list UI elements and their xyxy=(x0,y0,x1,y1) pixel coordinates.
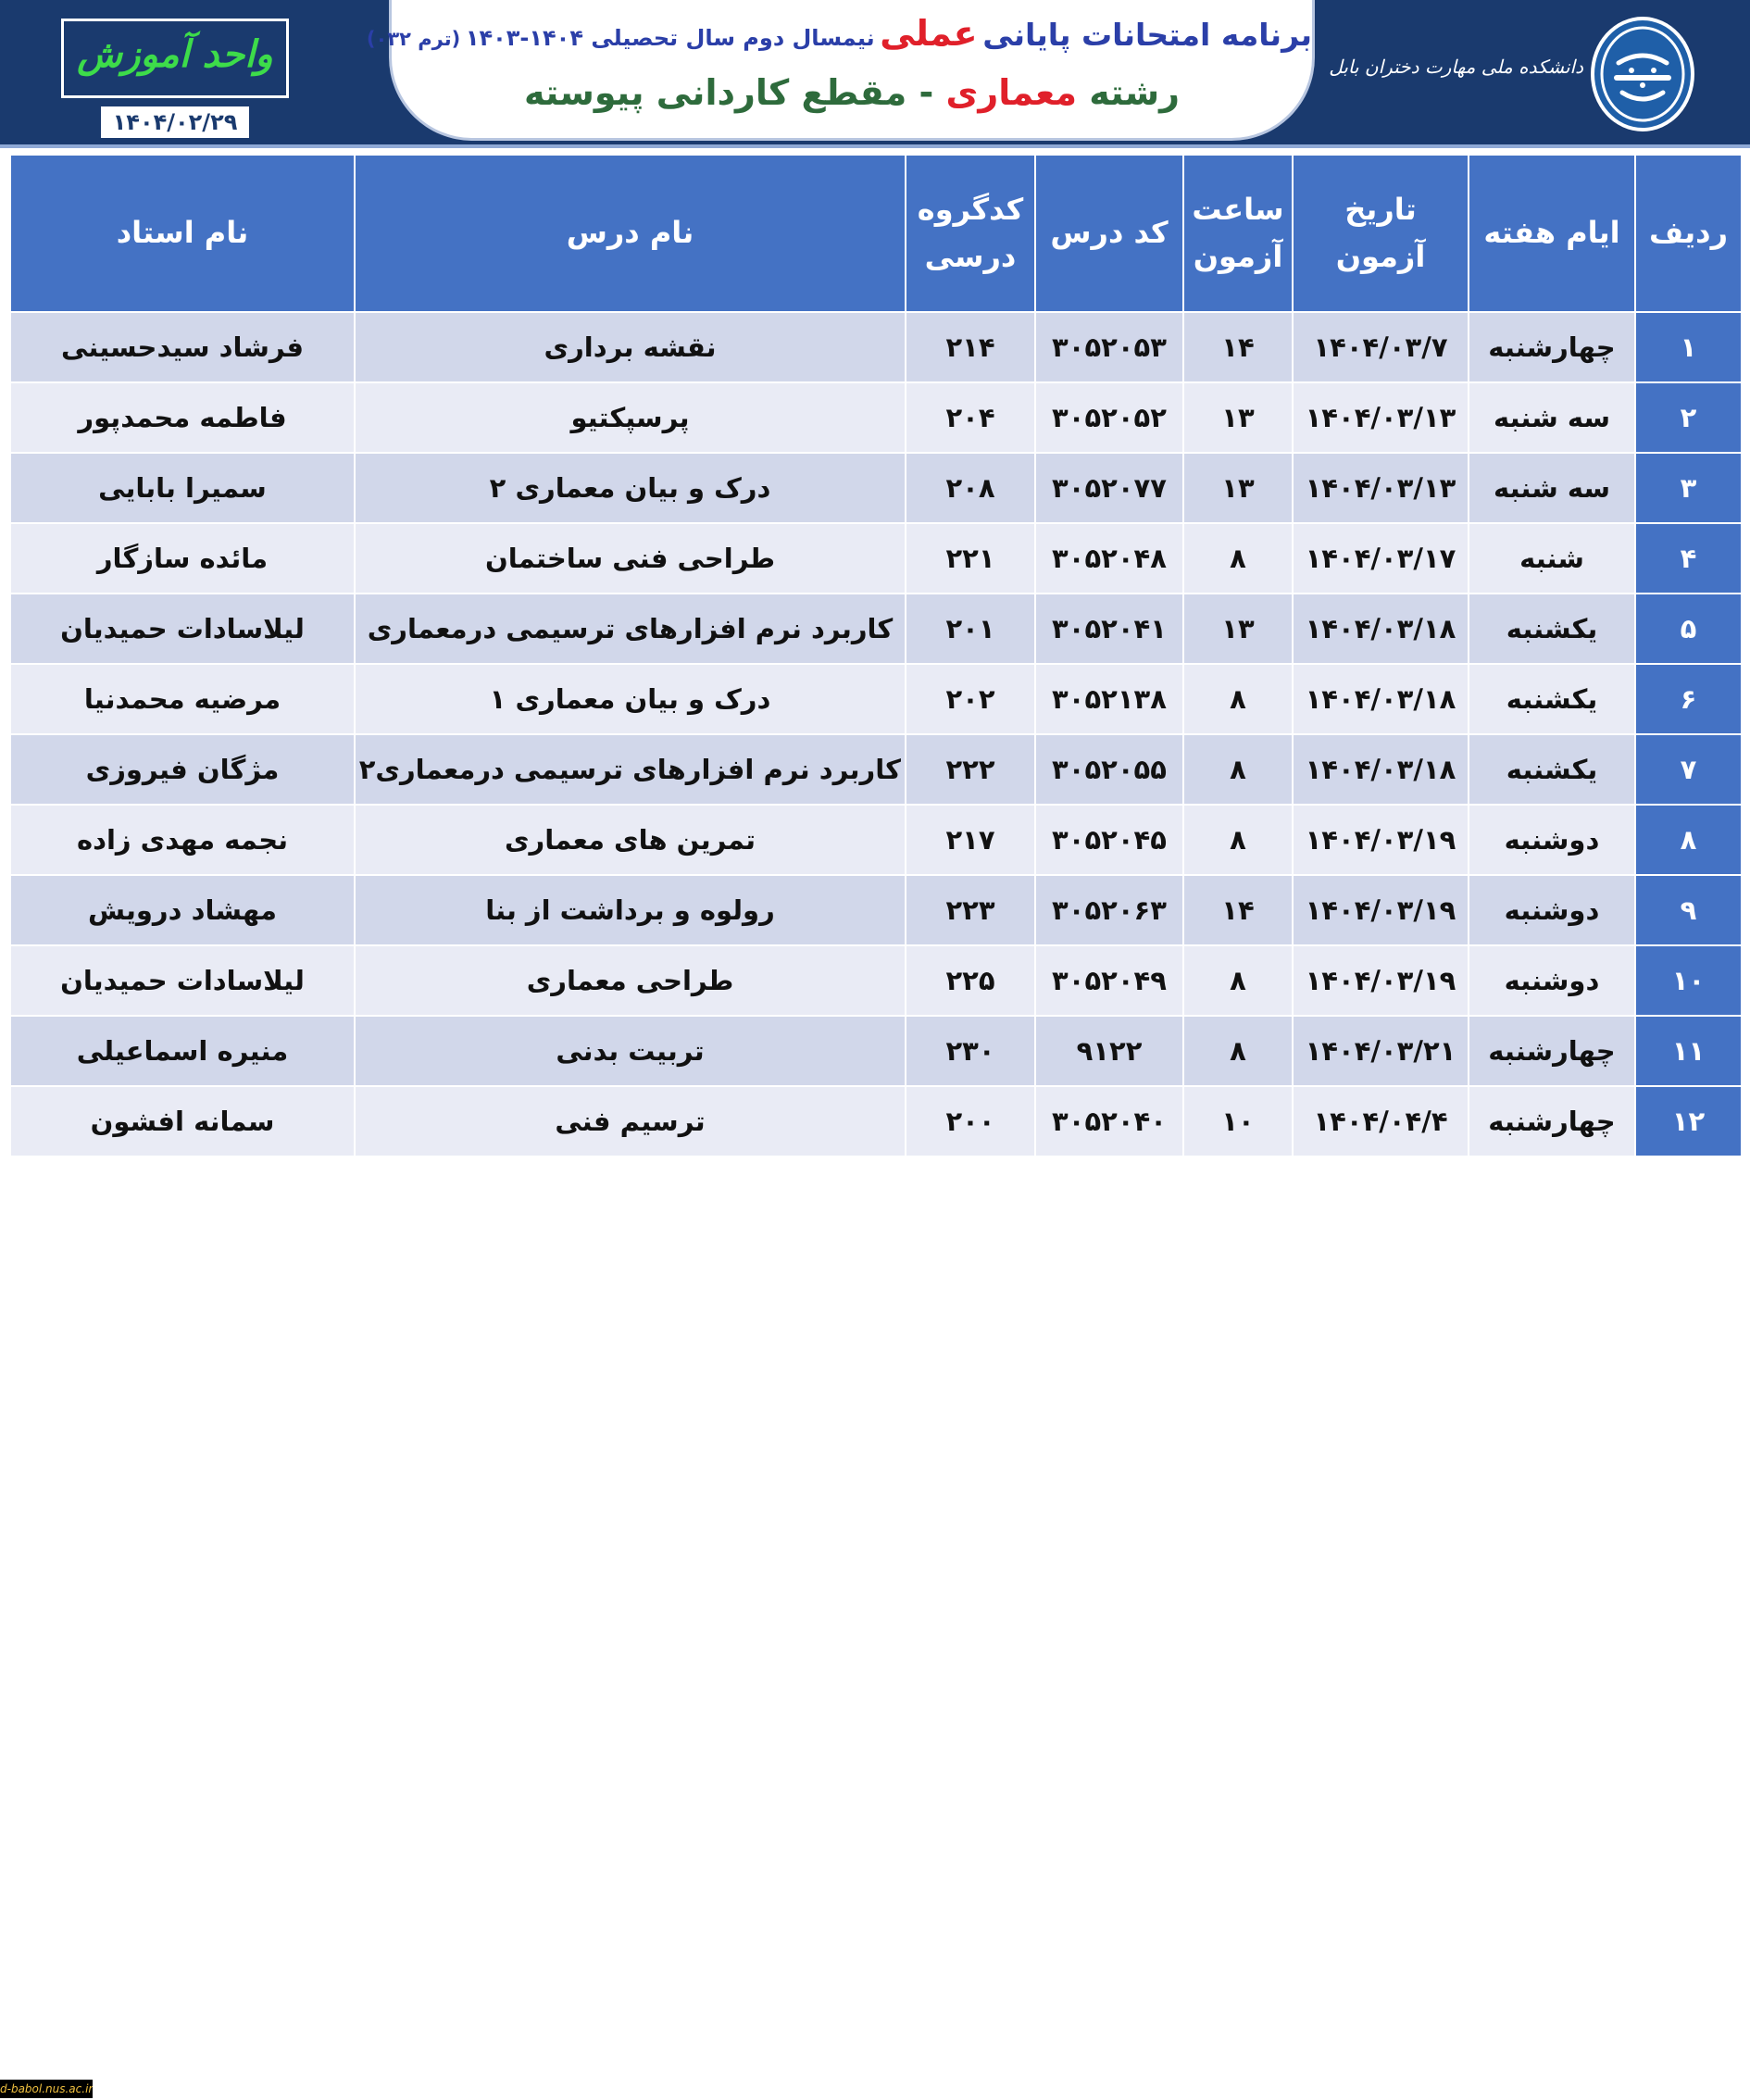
cell-date: ۱۴۰۴/۰۳/۷ xyxy=(1293,312,1469,382)
cell-weekday: دوشنبه xyxy=(1469,805,1635,875)
cell-instructor: فاطمه محمدپور xyxy=(10,382,355,453)
cell-course-name: رولوه و برداشت از بنا xyxy=(355,875,906,945)
cell-group-code: ۲۲۵ xyxy=(906,945,1035,1016)
cell-course-code: ۳۰۵۲۰۵۵ xyxy=(1035,734,1183,805)
title-term: (ترم ۰۳۲) xyxy=(366,28,461,50)
cell-weekday: یکشنبه xyxy=(1469,734,1635,805)
cell-date: ۱۴۰۴/۰۳/۱۳ xyxy=(1293,453,1469,523)
cell-course-code: ۹۱۲۲ xyxy=(1035,1016,1183,1086)
cell-instructor: مهشاد درویش xyxy=(10,875,355,945)
cell-course-code: ۳۰۵۲۰۴۹ xyxy=(1035,945,1183,1016)
cell-date: ۱۴۰۴/۰۳/۱۷ xyxy=(1293,523,1469,594)
cell-date: ۱۴۰۴/۰۳/۲۱ xyxy=(1293,1016,1469,1086)
cell-group-code: ۲۲۱ xyxy=(906,523,1035,594)
cell-row: ۳ xyxy=(1635,453,1742,523)
exam-schedule-table xyxy=(9,154,1743,1157)
cell-course-code: ۳۰۵۲۰۴۵ xyxy=(1035,805,1183,875)
field-separator: - xyxy=(906,72,934,113)
cell-row: ۹ xyxy=(1635,875,1742,945)
cell-group-code: ۲۰۴ xyxy=(906,382,1035,453)
cell-date: ۱۴۰۴/۰۳/۱۸ xyxy=(1293,664,1469,734)
cell-time: ۱۴ xyxy=(1183,312,1293,382)
header-band xyxy=(0,0,1750,148)
cell-time: ۸ xyxy=(1183,523,1293,594)
cell-course-name: کاربرد نرم افزارهای ترسیمی درمعماری۲ xyxy=(355,734,906,805)
college-name: دانشکده ملی مهارت دختران بابل xyxy=(1329,56,1583,78)
table-row xyxy=(10,805,1742,875)
cell-date: ۱۴۰۴/۰۴/۴ xyxy=(1293,1086,1469,1156)
cell-course-name: نقشه برداری xyxy=(355,312,906,382)
cell-course-name: طراحی فنی ساختمان xyxy=(355,523,906,594)
table-row xyxy=(10,382,1742,453)
header-group-code xyxy=(906,155,1035,312)
cell-time: ۸ xyxy=(1183,945,1293,1016)
cell-row: ۱۱ xyxy=(1635,1016,1742,1086)
title-panel xyxy=(366,0,1315,141)
cell-row: ۴ xyxy=(1635,523,1742,594)
cell-instructor: مرضیه محمدنیا xyxy=(10,664,355,734)
cell-course-name: تربیت بدنی xyxy=(355,1016,906,1086)
university-logo-icon xyxy=(1591,17,1694,131)
cell-course-name: کاربرد نرم افزارهای ترسیمی درمعماری xyxy=(355,594,906,664)
cell-time: ۱۳ xyxy=(1183,594,1293,664)
cell-course-name: ترسیم فنی xyxy=(355,1086,906,1156)
header-group-code-label: کدگروه درسی xyxy=(917,191,1024,274)
cell-time: ۱۰ xyxy=(1183,1086,1293,1156)
cell-weekday: یکشنبه xyxy=(1469,594,1635,664)
cell-weekday: یکشنبه xyxy=(1469,664,1635,734)
table-row xyxy=(10,875,1742,945)
cell-time: ۸ xyxy=(1183,1016,1293,1086)
cell-instructor: مژگان فیروزی xyxy=(10,734,355,805)
table-row xyxy=(10,1086,1742,1156)
header-course-name: نام درس xyxy=(355,155,906,312)
table-row xyxy=(10,1016,1742,1086)
cell-date: ۱۴۰۴/۰۳/۱۸ xyxy=(1293,734,1469,805)
cell-group-code: ۲۱۷ xyxy=(906,805,1035,875)
title-highlight: عملی xyxy=(880,13,978,54)
cell-time: ۱۳ xyxy=(1183,382,1293,453)
cell-weekday: سه شنبه xyxy=(1469,382,1635,453)
cell-weekday: دوشنبه xyxy=(1469,945,1635,1016)
header-stripe xyxy=(0,144,1750,148)
cell-weekday: چهارشنبه xyxy=(1469,312,1635,382)
cell-time: ۸ xyxy=(1183,805,1293,875)
field-line xyxy=(392,72,1312,113)
cell-row: ۲ xyxy=(1635,382,1742,453)
cell-time: ۱۳ xyxy=(1183,453,1293,523)
header-instructor: نام استاد xyxy=(10,155,355,312)
title-line xyxy=(366,13,1312,54)
cell-date: ۱۴۰۴/۰۳/۱۸ xyxy=(1293,594,1469,664)
table-header-row xyxy=(10,155,1742,312)
cell-instructor: سمیرا بابایی xyxy=(10,453,355,523)
cell-time: ۸ xyxy=(1183,734,1293,805)
cell-group-code: ۲۲۳ xyxy=(906,875,1035,945)
cell-course-code: ۳۰۵۲۰۷۷ xyxy=(1035,453,1183,523)
cell-row: ۶ xyxy=(1635,664,1742,734)
cell-group-code: ۲۱۴ xyxy=(906,312,1035,382)
cell-date: ۱۴۰۴/۰۳/۱۹ xyxy=(1293,945,1469,1016)
cell-course-code: ۳۰۵۲۰۴۸ xyxy=(1035,523,1183,594)
header-exam-time-label: ساعت آزمون xyxy=(1192,191,1284,274)
table-row xyxy=(10,945,1742,1016)
cell-course-code: ۳۰۵۲۱۳۸ xyxy=(1035,664,1183,734)
cell-weekday: چهارشنبه xyxy=(1469,1016,1635,1086)
table-body xyxy=(10,312,1742,1156)
cell-row: ۸ xyxy=(1635,805,1742,875)
table-row xyxy=(10,594,1742,664)
table-row xyxy=(10,664,1742,734)
cell-time: ۱۴ xyxy=(1183,875,1293,945)
cell-course-name: طراحی معماری xyxy=(355,945,906,1016)
cell-instructor: لیلاسادات حمیدیان xyxy=(10,594,355,664)
header-exam-time xyxy=(1183,155,1293,312)
header-row-number: ردیف xyxy=(1635,155,1742,312)
cell-row: ۷ xyxy=(1635,734,1742,805)
field-prefix: رشته xyxy=(1089,72,1181,113)
cell-course-name: تمرین های معماری xyxy=(355,805,906,875)
cell-row: ۱۲ xyxy=(1635,1086,1742,1156)
education-unit-badge xyxy=(61,19,289,98)
cell-date: ۱۴۰۴/۰۳/۱۹ xyxy=(1293,875,1469,945)
cell-weekday: شنبه xyxy=(1469,523,1635,594)
header-course-code: کد درس xyxy=(1035,155,1183,312)
cell-course-code: ۳۰۵۲۰۴۱ xyxy=(1035,594,1183,664)
cell-instructor: فرشاد سیدحسینی xyxy=(10,312,355,382)
cell-weekday: دوشنبه xyxy=(1469,875,1635,945)
table-row xyxy=(10,734,1742,805)
cell-date: ۱۴۰۴/۰۳/۱۹ xyxy=(1293,805,1469,875)
cell-group-code: ۲۰۱ xyxy=(906,594,1035,664)
issue-date: ۱۴۰۴/۰۲/۲۹ xyxy=(98,104,252,141)
cell-group-code: ۲۰۰ xyxy=(906,1086,1035,1156)
footer-url: d-babol.nus.ac.ir xyxy=(0,2080,93,2098)
field-level: مقطع کاردانی پیوسته xyxy=(523,72,907,113)
education-unit-label: واحد آموزش xyxy=(77,32,273,76)
cell-weekday: چهارشنبه xyxy=(1469,1086,1635,1156)
cell-group-code: ۲۲۲ xyxy=(906,734,1035,805)
field-highlight: معماری xyxy=(945,72,1077,113)
title-semester: نیمسال دوم سال تحصیلی ۱۴۰۴-۱۴۰۳ xyxy=(465,25,875,51)
cell-instructor: منیره اسماعیلی xyxy=(10,1016,355,1086)
cell-course-code: ۳۰۵۲۰۵۳ xyxy=(1035,312,1183,382)
cell-group-code: ۲۰۲ xyxy=(906,664,1035,734)
table-row xyxy=(10,312,1742,382)
cell-row: ۱ xyxy=(1635,312,1742,382)
header-weekday: ایام هفته xyxy=(1469,155,1635,312)
cell-course-code: ۳۰۵۲۰۵۲ xyxy=(1035,382,1183,453)
cell-instructor: لیلاسادات حمیدیان xyxy=(10,945,355,1016)
cell-group-code: ۲۰۸ xyxy=(906,453,1035,523)
cell-course-name: درک و بیان معماری ۲ xyxy=(355,453,906,523)
table-row xyxy=(10,523,1742,594)
cell-course-code: ۳۰۵۲۰۶۳ xyxy=(1035,875,1183,945)
cell-row: ۵ xyxy=(1635,594,1742,664)
cell-course-code: ۳۰۵۲۰۴۰ xyxy=(1035,1086,1183,1156)
cell-group-code: ۲۳۰ xyxy=(906,1016,1035,1086)
header-exam-date: تاریخ آزمون xyxy=(1293,155,1469,312)
cell-course-name: پرسپکتیو xyxy=(355,382,906,453)
table-row xyxy=(10,453,1742,523)
cell-date: ۱۴۰۴/۰۳/۱۳ xyxy=(1293,382,1469,453)
cell-row: ۱۰ xyxy=(1635,945,1742,1016)
cell-time: ۸ xyxy=(1183,664,1293,734)
cell-course-name: درک و بیان معماری ۱ xyxy=(355,664,906,734)
cell-weekday: سه شنبه xyxy=(1469,453,1635,523)
cell-instructor: مائده سازگار xyxy=(10,523,355,594)
title-prefix: برنامه امتحانات پایانی xyxy=(982,17,1312,53)
cell-instructor: سمانه افشون xyxy=(10,1086,355,1156)
cell-instructor: نجمه مهدی زاده xyxy=(10,805,355,875)
